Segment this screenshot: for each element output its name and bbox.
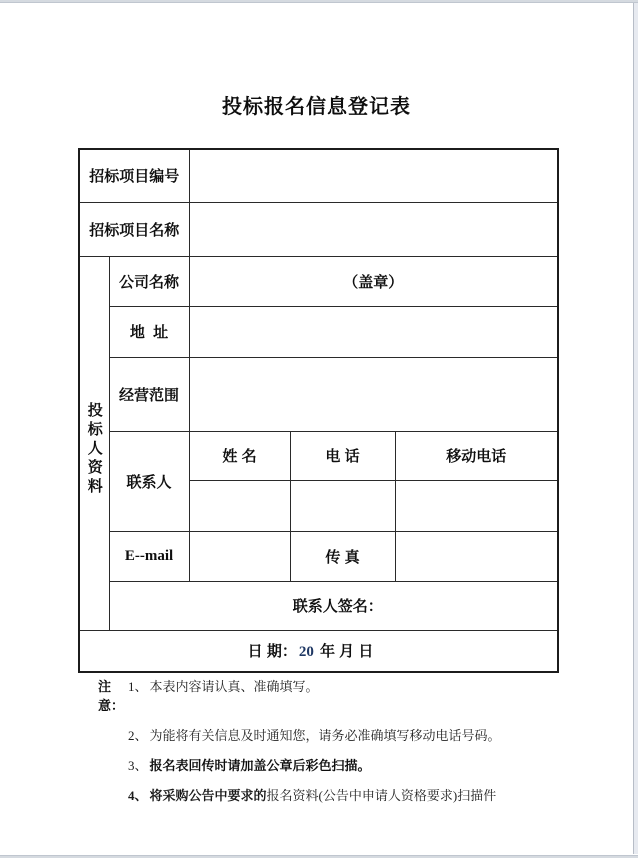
scrollbar-track[interactable] bbox=[633, 3, 638, 854]
note-line-3 bbox=[98, 755, 568, 774]
note-3-number: 3、 bbox=[128, 758, 148, 773]
registration-form-table bbox=[78, 148, 559, 673]
contact-phone-header: 电 话 bbox=[290, 431, 395, 480]
note-4-text-rest: 报名资料(公告中申请人资格要求)扫描件 bbox=[266, 788, 497, 803]
date-prefix: 日 期： bbox=[247, 643, 297, 661]
bidder-info-vertical-text: 投标人资料 bbox=[85, 402, 103, 497]
note-line-1 bbox=[98, 676, 568, 714]
email-label: E--mail bbox=[109, 531, 189, 581]
contact-name-field bbox=[189, 480, 290, 531]
note-2-number: 2、 bbox=[128, 728, 148, 743]
contact-name-header: 姓 名 bbox=[189, 431, 290, 480]
fax-field bbox=[395, 531, 558, 581]
address-label: 地 址 bbox=[109, 306, 189, 357]
note-line-4 bbox=[98, 785, 568, 804]
note-1-number: 1、 bbox=[128, 679, 148, 694]
contact-mobile-field bbox=[395, 480, 558, 531]
row-project-number bbox=[79, 149, 558, 202]
row-email-fax bbox=[79, 531, 558, 581]
page-title: 投标报名信息登记表 bbox=[222, 96, 411, 118]
project-number-label: 招标项目编号 bbox=[79, 149, 189, 202]
address-field bbox=[189, 306, 558, 357]
fax-label: 传 真 bbox=[290, 531, 395, 581]
business-scope-field bbox=[189, 357, 558, 431]
note-4-text bbox=[150, 785, 497, 804]
viewer-top-edge bbox=[0, 0, 638, 3]
company-name-field: （盖章） bbox=[189, 256, 558, 306]
note-4-number: 4、 bbox=[128, 788, 148, 803]
email-field bbox=[189, 531, 290, 581]
contact-person-label: 联系人 bbox=[109, 431, 189, 531]
row-project-name bbox=[79, 202, 558, 256]
row-contact-header bbox=[79, 431, 558, 480]
notes-heading: 注意： bbox=[98, 679, 125, 713]
project-number-field bbox=[189, 149, 558, 202]
date-suffix: 年 月 日 bbox=[315, 643, 374, 661]
contact-signature-label: 联系人签名： bbox=[109, 581, 558, 630]
note-1-text: 本表内容请认真、准确填写。 bbox=[149, 679, 319, 694]
contact-mobile-header: 移动电话 bbox=[395, 431, 558, 480]
note-line-2 bbox=[98, 725, 568, 744]
notes-section bbox=[98, 676, 568, 815]
row-date bbox=[79, 630, 558, 672]
note-4-text-bold: 将采购公告中要求的 bbox=[149, 788, 267, 803]
row-business-scope bbox=[79, 357, 558, 431]
note-3-text: 报名表回传时请加盖公章后彩色扫描。 bbox=[149, 758, 371, 773]
business-scope-label: 经营范围 bbox=[109, 357, 189, 431]
project-name-label: 招标项目名称 bbox=[79, 202, 189, 256]
date-line bbox=[79, 630, 558, 672]
company-name-label: 公司名称 bbox=[109, 256, 189, 306]
row-address bbox=[79, 306, 558, 357]
bidder-info-group-label bbox=[79, 256, 109, 630]
project-name-field bbox=[189, 202, 558, 256]
note-2-text: 为能将有关信息及时通知您，请务必准确填写移动电话号码。 bbox=[149, 728, 501, 743]
date-year-number: 20 bbox=[298, 644, 314, 661]
row-company bbox=[79, 256, 558, 306]
contact-phone-field bbox=[290, 480, 395, 531]
row-signature bbox=[79, 581, 558, 630]
